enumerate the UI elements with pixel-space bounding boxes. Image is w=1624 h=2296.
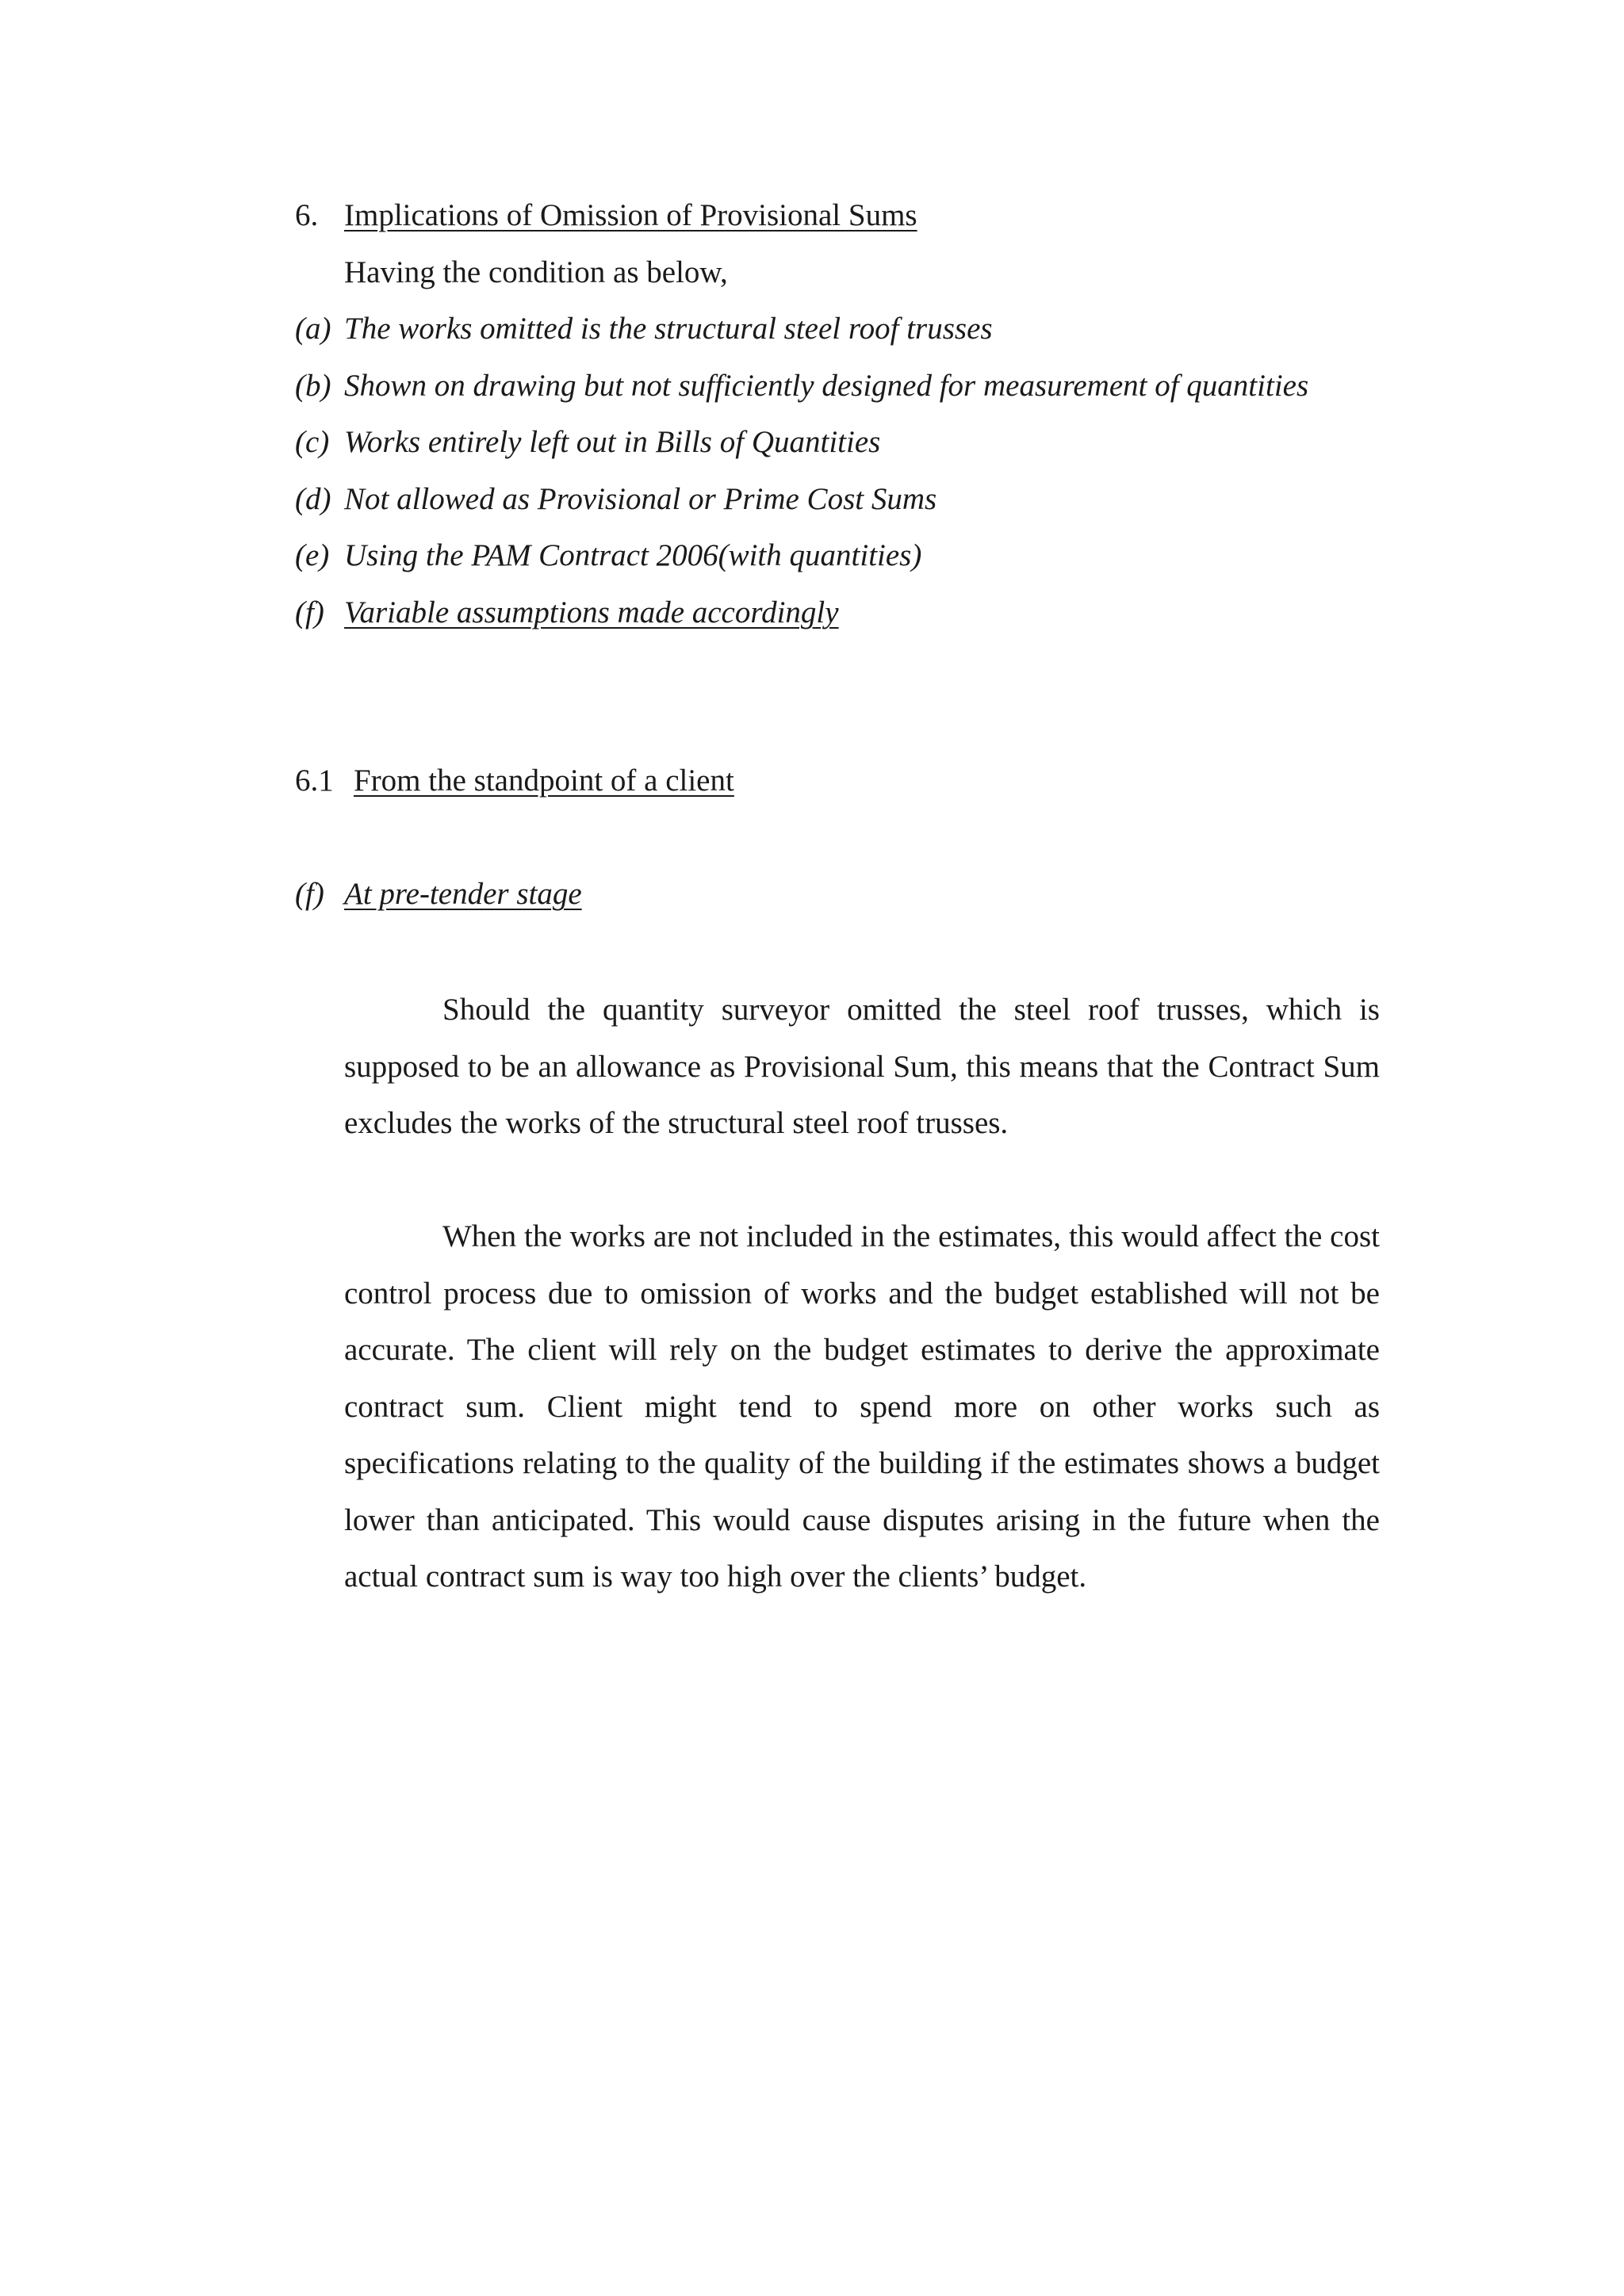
stage-marker: (f) [295, 877, 324, 911]
subsection-title: From the standpoint of a client [354, 763, 734, 798]
list-marker: (b) [295, 369, 331, 403]
stage-title: At pre-tender stage [344, 877, 582, 911]
list-marker: (c) [295, 425, 330, 459]
list-marker: (f) [295, 595, 324, 629]
list-item-text: Using the PAM Contract 2006(with quantities) [344, 538, 922, 572]
list-marker: (d) [295, 482, 331, 516]
subsection-number: 6.1 [295, 763, 334, 798]
list-marker: (e) [295, 538, 330, 572]
body-paragraph [344, 982, 1380, 1152]
section-number: 6. [295, 198, 319, 232]
list-item-text: The works omitted is the structural steel roof trusses [344, 312, 993, 346]
list-marker: (a) [295, 312, 331, 346]
list-item-text: Not allowed as Provisional or Prime Cost Sums [344, 482, 937, 516]
section-intro: Having the condition as below, [344, 255, 728, 289]
paragraph-text: Should the quantity surveyor omitted the steel roof trusses, which is supposed to be an allowance as Provisional Sum, this means that the Contract Sum excludes the works of the structural steel roof trusses. [344, 993, 1380, 1140]
body-paragraph [344, 1208, 1380, 1605]
list-item-text: Works entirely left out in Bills of Quantities [344, 425, 881, 459]
paragraph-text: When the works are not included in the estimates, this would affect the cost control process due to omission of works and the budget established will not be accurate. The client will rely on the budget estimates to derive the approximate contract sum. Client might tend to spend more on other works such as specifications relating to the quality of the building if the estimates shows a budget lower than anticipated. This would cause disputes arising in the future when the actual contract sum is way too high over the clients’ budget. [344, 1219, 1380, 1594]
section-title: Implications of Omission of Provisional Sums [344, 198, 917, 232]
list-item-text: Shown on drawing but not sufficiently designed for measurement of quantities [344, 369, 1309, 403]
list-item-text: Variable assumptions made accordingly [344, 595, 839, 629]
